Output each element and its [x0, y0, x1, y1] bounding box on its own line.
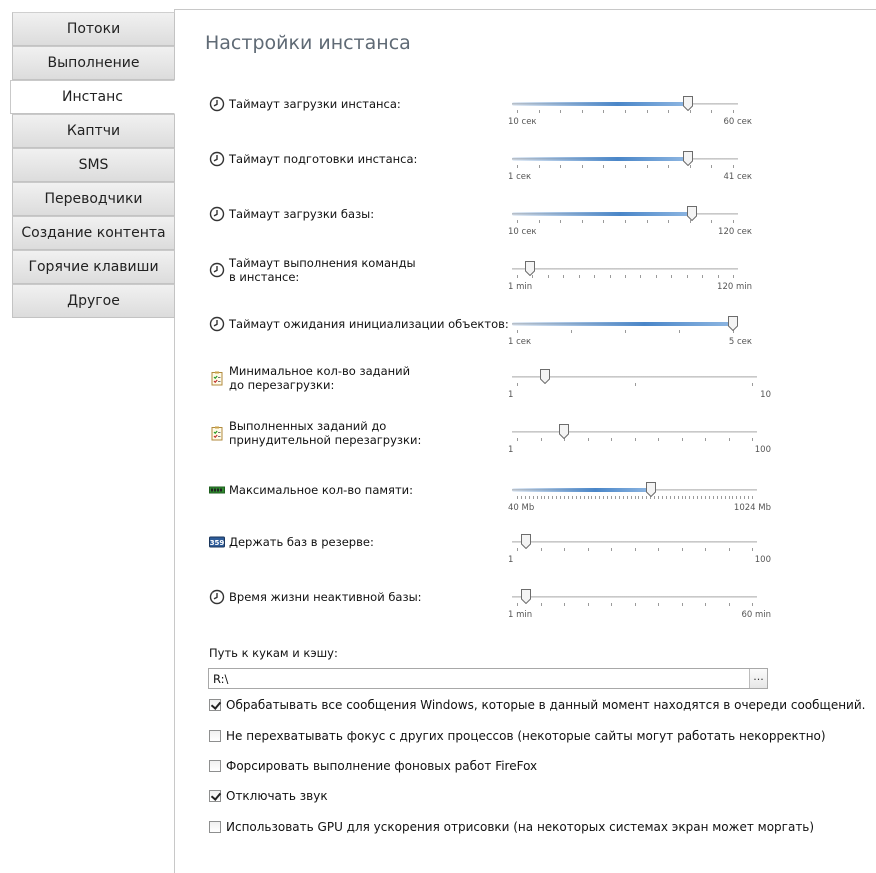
- setting-label-text: Время жизни неактивной базы:: [229, 590, 422, 604]
- slider-tick: [517, 438, 518, 441]
- slider-tick: [539, 220, 540, 223]
- tab-0[interactable]: Потоки: [12, 12, 175, 46]
- slider-tick: [521, 496, 522, 499]
- slider-tick: [539, 165, 540, 168]
- tab-7[interactable]: Горячие клавиши: [12, 250, 175, 284]
- slider-tick: [611, 603, 612, 606]
- clock-icon: [209, 206, 225, 222]
- slider-tick: [582, 220, 583, 223]
- slider-tick: [611, 548, 612, 551]
- slider-tick: [631, 496, 632, 499]
- setting-label: [209, 364, 410, 392]
- setting-slider[interactable]: [508, 152, 752, 192]
- page-title: Настройки инстанса: [205, 32, 411, 54]
- slider-tick: [717, 496, 718, 499]
- option-checkbox[interactable]: [209, 790, 221, 802]
- slider-tick: [625, 275, 626, 278]
- slider-tick: [733, 110, 734, 113]
- slider-tick: [560, 110, 561, 113]
- slider-tick: [689, 496, 690, 499]
- slider-track: [512, 268, 738, 270]
- slider-tick: [711, 110, 712, 113]
- option-label: Обрабатывать все сообщения Windows, которые в данный момент находятся в очереди сообщений.: [226, 698, 866, 712]
- slider-tick: [584, 496, 585, 499]
- slider-tick: [568, 496, 569, 499]
- memory-icon: [209, 482, 225, 498]
- slider-max-label: 1024 Mb: [733, 503, 771, 513]
- slider-tick: [685, 496, 686, 499]
- option-label: Использовать GPU для ускорения отрисовки (на некоторых системах экран может моргать): [226, 820, 815, 834]
- slider-tick: [627, 496, 628, 499]
- slider-tick: [658, 548, 659, 551]
- slider-tick: [640, 275, 641, 278]
- slider-tick: [529, 496, 530, 499]
- option-label: Не перехватывать фокус с других процессов (некоторые сайты могут работать некорректно): [226, 729, 826, 743]
- slider-tick: [666, 496, 667, 499]
- slider-tick: [668, 220, 669, 223]
- setting-label: [209, 256, 416, 284]
- slider-tick: [625, 165, 626, 168]
- slider-tick: [572, 496, 573, 499]
- slider-thumb[interactable]: [683, 151, 693, 166]
- slider-tick: [539, 110, 540, 113]
- setting-row: [209, 478, 869, 522]
- setting-slider[interactable]: [508, 370, 771, 410]
- slider-tick: [541, 438, 542, 441]
- slider-tick: [552, 496, 553, 499]
- setting-label-text: Таймаут загрузки инстанса:: [229, 97, 401, 111]
- slider-tick: [729, 603, 730, 606]
- slider-min-label: 10 сек: [508, 117, 537, 127]
- slider-tick: [537, 496, 538, 499]
- slider-tick: [752, 438, 753, 441]
- slider-ticks: [512, 438, 757, 442]
- slider-tick: [662, 496, 663, 499]
- slider-tick: [733, 165, 734, 168]
- slider-thumb[interactable]: [540, 369, 550, 384]
- slider-tick: [588, 438, 589, 441]
- browse-button[interactable]: ...: [749, 669, 767, 688]
- slider-tick: [709, 496, 710, 499]
- option-row[interactable]: [209, 820, 814, 834]
- slider-tick: [517, 496, 518, 499]
- slider-tick: [517, 330, 518, 333]
- slider-tick: [603, 220, 604, 223]
- setting-label: [209, 316, 509, 332]
- slider-tick: [732, 496, 733, 499]
- slider-tick: [647, 110, 648, 113]
- path-value: R:\: [213, 672, 229, 686]
- slider-track: [512, 541, 757, 543]
- slider-thumb[interactable]: [525, 261, 535, 276]
- settings-sidebar: [12, 12, 175, 318]
- slider-track: [512, 431, 757, 433]
- setting-slider[interactable]: [508, 590, 771, 630]
- slider-tick: [594, 275, 595, 278]
- slider-fill: [512, 212, 692, 216]
- slider-max-label: 5 сек: [728, 337, 752, 347]
- slider-min-label: 1: [508, 555, 514, 565]
- setting-label: [209, 206, 374, 222]
- checklist-icon: [209, 370, 225, 386]
- slider-max-label: 120 min: [717, 282, 752, 292]
- slider-tick: [713, 496, 714, 499]
- setting-row: [209, 585, 869, 629]
- slider-tick: [579, 275, 580, 278]
- slider-thumb[interactable]: [646, 482, 656, 497]
- slider-tick: [658, 603, 659, 606]
- slider-tick: [635, 496, 636, 499]
- tab-3[interactable]: Каптчи: [12, 114, 175, 148]
- slider-max-label: 100: [754, 555, 771, 565]
- slider-tick: [705, 548, 706, 551]
- slider-tick: [635, 383, 636, 386]
- slider-tick: [607, 496, 608, 499]
- clock-icon: [209, 96, 225, 112]
- setting-row: [209, 147, 869, 191]
- slider-tick: [564, 603, 565, 606]
- slider-min-label: 1 min: [508, 282, 533, 292]
- slider-tick: [517, 275, 518, 278]
- option-row[interactable]: [209, 698, 865, 712]
- setting-label: [209, 589, 422, 605]
- slider-tick: [611, 496, 612, 499]
- slider-thumb[interactable]: [728, 316, 738, 331]
- setting-row: [209, 92, 869, 136]
- slider-thumb[interactable]: [687, 206, 697, 221]
- option-row[interactable]: [209, 759, 537, 773]
- slider-tick: [556, 496, 557, 499]
- slider-thumb[interactable]: [683, 96, 693, 111]
- setting-row: [209, 312, 869, 356]
- slider-tick: [711, 220, 712, 223]
- slider-tick: [748, 496, 749, 499]
- slider-tick: [571, 330, 572, 333]
- slider-tick: [705, 438, 706, 441]
- setting-slider[interactable]: [508, 317, 752, 357]
- setting-row: [209, 420, 869, 464]
- option-label: Отключать звук: [226, 789, 328, 803]
- option-row[interactable]: [209, 789, 328, 803]
- slider-min-label: 1 сек: [508, 172, 532, 182]
- slider-tick: [533, 496, 534, 499]
- clock-icon: [209, 316, 225, 332]
- slider-tick: [623, 496, 624, 499]
- slider-tick: [635, 548, 636, 551]
- option-checkbox[interactable]: [209, 730, 221, 742]
- slider-track: [512, 596, 757, 598]
- slider-tick: [588, 548, 589, 551]
- slider-ticks: [512, 496, 757, 500]
- slider-max-label: 10: [760, 390, 771, 400]
- slider-min-label: 10 сек: [508, 227, 537, 237]
- panel-border-top: [174, 9, 876, 10]
- slider-tick: [582, 110, 583, 113]
- slider-tick: [693, 496, 694, 499]
- slider-tick: [517, 220, 518, 223]
- slider-tick: [560, 220, 561, 223]
- database-icon: [209, 534, 225, 550]
- slider-tick: [548, 275, 549, 278]
- setting-row: [209, 202, 869, 246]
- slider-tick: [736, 496, 737, 499]
- slider-thumb[interactable]: [521, 534, 531, 549]
- slider-tick: [668, 165, 669, 168]
- slider-tick: [603, 165, 604, 168]
- option-label: Форсировать выполнение фоновых работ FireFox: [226, 759, 538, 773]
- slider-tick: [517, 165, 518, 168]
- slider-thumb[interactable]: [559, 424, 569, 439]
- slider-tick: [642, 496, 643, 499]
- slider-max-label: 60 min: [741, 610, 771, 620]
- tab-2[interactable]: Инстанс: [10, 80, 175, 114]
- setting-label-text: Таймаут подготовки инстанса:: [229, 152, 418, 166]
- setting-label-text: Таймаут ожидания инициализации объектов:: [229, 317, 509, 331]
- path-label: Путь к кукам и кэшу:: [209, 646, 338, 660]
- setting-row: [209, 365, 869, 409]
- slider-max-label: 60 сек: [723, 117, 752, 127]
- slider-tick: [679, 330, 680, 333]
- slider-tick: [625, 220, 626, 223]
- slider-tick: [752, 383, 753, 386]
- slider-tick: [610, 275, 611, 278]
- slider-tick: [733, 275, 734, 278]
- path-input[interactable]: [208, 668, 768, 689]
- slider-tick: [625, 110, 626, 113]
- setting-slider[interactable]: [508, 207, 752, 247]
- setting-row: [209, 257, 869, 301]
- slider-tick: [718, 275, 719, 278]
- slider-tick: [625, 330, 626, 333]
- slider-min-label: 1: [508, 390, 514, 400]
- slider-tick: [580, 496, 581, 499]
- slider-tick: [656, 275, 657, 278]
- slider-tick: [564, 496, 565, 499]
- slider-tick: [668, 110, 669, 113]
- setting-label: [209, 482, 413, 498]
- setting-label: [209, 96, 401, 112]
- slider-tick: [711, 165, 712, 168]
- slider-tick: [611, 438, 612, 441]
- slider-tick: [725, 496, 726, 499]
- slider-tick: [541, 548, 542, 551]
- slider-tick: [599, 496, 600, 499]
- slider-tick: [729, 496, 730, 499]
- slider-tick: [517, 110, 518, 113]
- slider-tick: [595, 496, 596, 499]
- slider-tick: [603, 496, 604, 499]
- tab-8[interactable]: Другое: [12, 284, 175, 318]
- slider-tick: [560, 165, 561, 168]
- slider-tick: [705, 603, 706, 606]
- slider-max-label: 41 сек: [723, 172, 752, 182]
- setting-label-text: Максимальное кол-во памяти:: [229, 483, 414, 497]
- tab-6[interactable]: Создание контента: [12, 216, 175, 250]
- slider-max-label: 120 сек: [718, 227, 752, 237]
- slider-ticks: [512, 603, 757, 607]
- slider-ticks: [512, 330, 738, 334]
- slider-tick: [582, 165, 583, 168]
- slider-tick: [752, 548, 753, 551]
- slider-tick: [619, 496, 620, 499]
- slider-fill: [512, 322, 733, 326]
- slider-tick: [588, 603, 589, 606]
- slider-tick: [647, 165, 648, 168]
- slider-ticks: [512, 275, 738, 279]
- slider-tick: [697, 496, 698, 499]
- slider-tick: [740, 496, 741, 499]
- slider-fill: [512, 157, 688, 161]
- slider-tick: [682, 548, 683, 551]
- option-row[interactable]: [209, 729, 826, 743]
- slider-tick: [635, 603, 636, 606]
- setting-slider[interactable]: [508, 535, 771, 575]
- setting-row: [209, 530, 869, 574]
- slider-tick: [670, 496, 671, 499]
- slider-tick: [525, 496, 526, 499]
- option-checkbox[interactable]: [209, 760, 221, 772]
- clock-icon: [209, 151, 225, 167]
- slider-tick: [588, 496, 589, 499]
- slider-tick: [678, 496, 679, 499]
- slider-tick: [687, 275, 688, 278]
- setting-slider[interactable]: [508, 97, 752, 137]
- slider-tick: [548, 496, 549, 499]
- slider-tick: [635, 438, 636, 441]
- slider-tick: [541, 603, 542, 606]
- slider-tick: [517, 603, 518, 606]
- slider-tick: [560, 496, 561, 499]
- slider-tick: [517, 548, 518, 551]
- slider-tick: [705, 496, 706, 499]
- slider-tick: [658, 438, 659, 441]
- clock-icon: [209, 262, 225, 278]
- slider-tick: [544, 496, 545, 499]
- slider-ticks: [512, 548, 757, 552]
- slider-tick: [674, 496, 675, 499]
- slider-min-label: 40 Mb: [508, 503, 535, 513]
- setting-label: [209, 151, 417, 167]
- setting-label-text: Таймаут выполнения команды в инстансе:: [229, 256, 416, 284]
- slider-tick: [541, 496, 542, 499]
- slider-tick: [647, 220, 648, 223]
- slider-tick: [638, 496, 639, 499]
- slider-tick: [752, 603, 753, 606]
- slider-ticks: [512, 220, 738, 224]
- slider-tick: [682, 438, 683, 441]
- setting-slider[interactable]: [508, 262, 752, 302]
- slider-fill: [512, 102, 688, 106]
- setting-slider[interactable]: [508, 425, 771, 465]
- slider-tick: [615, 496, 616, 499]
- slider-tick: [563, 275, 564, 278]
- slider-min-label: 1: [508, 445, 514, 455]
- checklist-icon: [209, 425, 225, 441]
- slider-tick: [658, 496, 659, 499]
- slider-tick: [517, 383, 518, 386]
- slider-min-label: 1 min: [508, 610, 533, 620]
- slider-tick: [682, 603, 683, 606]
- slider-tick: [701, 496, 702, 499]
- setting-label: [209, 419, 421, 447]
- option-checkbox[interactable]: [209, 699, 221, 711]
- slider-fill: [512, 488, 651, 492]
- slider-tick: [744, 496, 745, 499]
- setting-label: [209, 534, 374, 550]
- setting-label-text: Таймаут загрузки базы:: [229, 207, 375, 221]
- slider-tick: [576, 496, 577, 499]
- setting-label-text: Выполненных заданий до принудительной перезагрузки:: [229, 419, 422, 447]
- setting-label-text: Держать баз в резерве:: [229, 535, 374, 549]
- slider-ticks: [512, 165, 738, 169]
- slider-tick: [729, 548, 730, 551]
- svg-text:359: 359: [209, 539, 225, 547]
- slider-min-label: 1 сек: [508, 337, 532, 347]
- clock-icon: [209, 589, 225, 605]
- slider-tick: [752, 496, 753, 499]
- tab-4[interactable]: SMS: [12, 148, 175, 182]
- slider-tick: [682, 496, 683, 499]
- tab-1[interactable]: Выполнение: [12, 46, 175, 80]
- option-checkbox[interactable]: [209, 821, 221, 833]
- slider-tick: [603, 110, 604, 113]
- slider-tick: [591, 496, 592, 499]
- setting-slider[interactable]: [508, 483, 771, 523]
- slider-tick: [702, 275, 703, 278]
- slider-tick: [729, 438, 730, 441]
- slider-tick: [564, 548, 565, 551]
- slider-tick: [721, 496, 722, 499]
- slider-tick: [671, 275, 672, 278]
- slider-max-label: 100: [754, 445, 771, 455]
- slider-thumb[interactable]: [521, 589, 531, 604]
- slider-tick: [733, 220, 734, 223]
- slider-ticks: [512, 110, 738, 114]
- setting-label-text: Минимальное кол-во заданий до перезагрузки:: [229, 364, 411, 392]
- tab-5[interactable]: Переводчики: [12, 182, 175, 216]
